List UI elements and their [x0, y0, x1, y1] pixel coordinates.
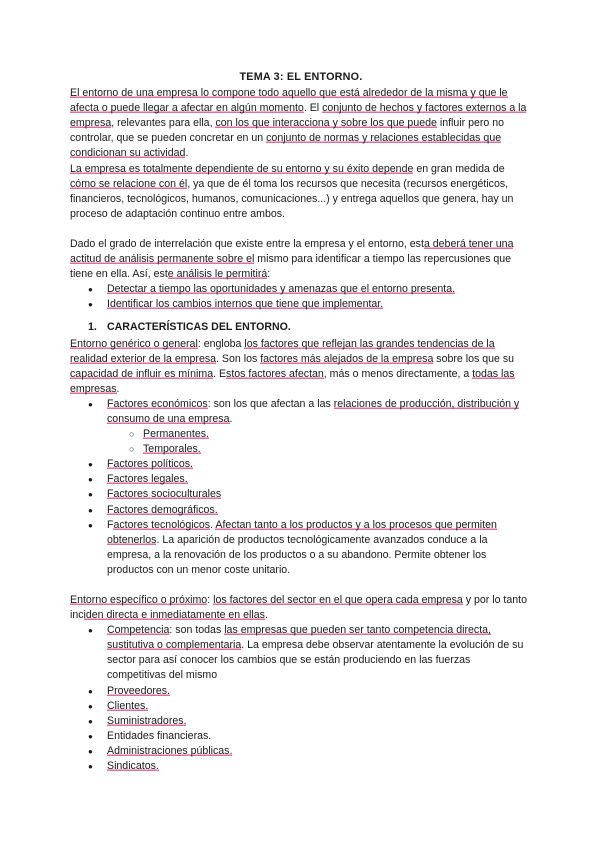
highlight: Factores políticos.: [107, 458, 193, 471]
highlight: conjunto de hechos y factores externos a la empresa: [70, 102, 527, 130]
spacer: [70, 578, 532, 593]
highlight: La empresa es totalmente dependiente de su entorno y su éxito depende: [70, 162, 414, 175]
text: : son todas: [169, 624, 225, 637]
list-item: [88, 457, 532, 472]
text: . La aparición de productos tecnológicamente avanzados conduce a la empresa, a la renovación de los productos o a su abandono. Permite obtener los productos con un menor coste unitario.: [107, 533, 488, 576]
list-item: [88, 714, 532, 729]
list-item: [88, 503, 532, 518]
list-item: [129, 427, 532, 442]
list-item: [88, 518, 532, 578]
highlight: iden directa e inmediatamente en ellas: [83, 609, 265, 622]
highlight: conjunto de normas y relaciones establecidas que condicionan su actividad: [70, 132, 502, 160]
list-item: [88, 684, 532, 699]
highlight: e análisis le permitirá: [167, 268, 268, 281]
highlight: Afectan tanto a los productos y a los procesos que permiten obtenerlos: [107, 518, 497, 546]
specific-factors-list: [88, 623, 532, 774]
list-item: [88, 397, 532, 457]
text: Dado el grado de interrelación que existe entre la empresa y el entorno, est: [70, 237, 424, 250]
specific-environment-paragraph: [70, 593, 532, 623]
text: .: [185, 147, 189, 160]
highlight: actores tecnológicos: [113, 518, 211, 531]
highlight: con los que interacciona y sobre los que puede: [215, 117, 437, 130]
highlight: Clientes.: [107, 699, 149, 712]
highlight: Temporales.: [143, 443, 201, 456]
text: .: [116, 382, 120, 395]
text: .: [264, 609, 268, 622]
text: : engloba: [197, 337, 245, 350]
highlight: Administraciones públicas.: [107, 744, 233, 757]
list-item: [88, 487, 532, 502]
list-item: [88, 759, 532, 774]
spacer: [70, 222, 532, 237]
highlight: Competencia: [107, 624, 170, 637]
text: , más o menos directamente, a: [323, 367, 473, 380]
sub-list: [129, 427, 532, 457]
highlight: El entorno de una empresa lo compone todo aquello que está alrededor de la misma y que le afecta o puede llegar a afectar en algún momento: [70, 87, 508, 115]
highlight: relaciones de producción, distribución y consumo de una empresa: [107, 397, 520, 425]
text: . El: [303, 102, 323, 115]
document-page: [70, 70, 532, 774]
highlight: Proveedores.: [107, 684, 171, 697]
highlight: Entorno específico o próximo: [70, 594, 208, 606]
highlight: Detectar a tiempo las oportunidades y amenazas que el entorno presenta.: [107, 283, 456, 296]
list-item: [88, 744, 532, 759]
highlight: Entorno genérico o general: [70, 337, 198, 350]
highlight: todas las empresas: [70, 367, 515, 395]
text: .: [229, 412, 233, 425]
document-title: TEMA 3: EL ENTORNO.: [239, 71, 363, 83]
text: :: [267, 268, 271, 281]
text: : son los que afectan a las: [207, 397, 334, 410]
text: y por lo tanto inc: [70, 594, 527, 622]
section-heading: [88, 320, 532, 335]
text: .: [210, 518, 216, 531]
highlight: stos factores afectan: [226, 367, 324, 380]
text: en gran medida de: [413, 162, 505, 175]
text: . E: [213, 367, 227, 380]
text: , ya que de él toma los recursos que necesita (recursos energéticos, financieros, tecnológicos, humanos, comunicaciones...) y entrega aquellos que genera, hay un proceso de adaptación continuo entre ambos.: [70, 177, 514, 220]
highlight: a deberá tener una actitud de análisis permanente sobre el: [70, 237, 514, 266]
list-item: [88, 699, 532, 714]
text: :: [207, 594, 214, 606]
text: influir pero no controlar, que se pueden concretar en un: [70, 117, 505, 145]
highlight: los factores que reflejan las grandes tendencias de la realidad exterior de la empresa: [70, 337, 495, 365]
highlight: Identificar los cambios internos que tiene que implementar.: [107, 298, 384, 311]
highlight: cómo se relacione con él: [70, 177, 188, 190]
list-item: [88, 297, 532, 312]
text: sobre los que su: [433, 352, 515, 365]
section-number: 1.: [88, 321, 97, 334]
text: , relevantes para ella,: [111, 117, 216, 130]
list-item: [129, 442, 532, 457]
text: . La empresa debe observar atentamente la evolución de su sector para así conocer los cambios que se están produciendo en las fuerzas competitivas del mismo: [107, 639, 524, 682]
list-item: [88, 729, 532, 744]
highlight: las empresas que pueden ser tanto competencia directa, sustitutiva o complementaria: [107, 624, 491, 652]
highlight: Permanentes.: [143, 428, 209, 441]
general-environment-paragraph: [70, 337, 532, 397]
text: F: [107, 518, 114, 531]
intro-paragraph-1: [70, 86, 532, 161]
text: mismo para identificar a tiempo las repercusiones que tiene en ella. Así, est: [70, 253, 512, 281]
list-item: [88, 623, 532, 683]
highlight: Factores legales.: [107, 473, 188, 486]
highlight: Factores económicos: [107, 397, 208, 410]
intro-paragraph-2: [70, 162, 532, 222]
list-item: [88, 282, 532, 297]
highlight: factores más alejados de la empresa: [260, 352, 434, 365]
text: Entidades financieras.: [107, 729, 212, 742]
highlight: Sindicatos.: [107, 760, 159, 773]
general-factors-list: [88, 397, 532, 578]
highlight: Factores socioculturales: [107, 488, 222, 501]
intro-bullet-list: [88, 282, 532, 312]
list-item: [88, 472, 532, 487]
intro-paragraph-3: [70, 237, 532, 282]
highlight: los factores del sector en el que opera cada empresa: [213, 594, 463, 606]
highlight: Factores demográficos.: [107, 503, 218, 516]
highlight: Suministradores.: [107, 714, 187, 727]
text: . Son los: [216, 352, 261, 365]
highlight: capacidad de influir es mínima: [70, 367, 214, 380]
section-title: CARACTERÍSTICAS DEL ENTORNO.: [107, 321, 291, 334]
